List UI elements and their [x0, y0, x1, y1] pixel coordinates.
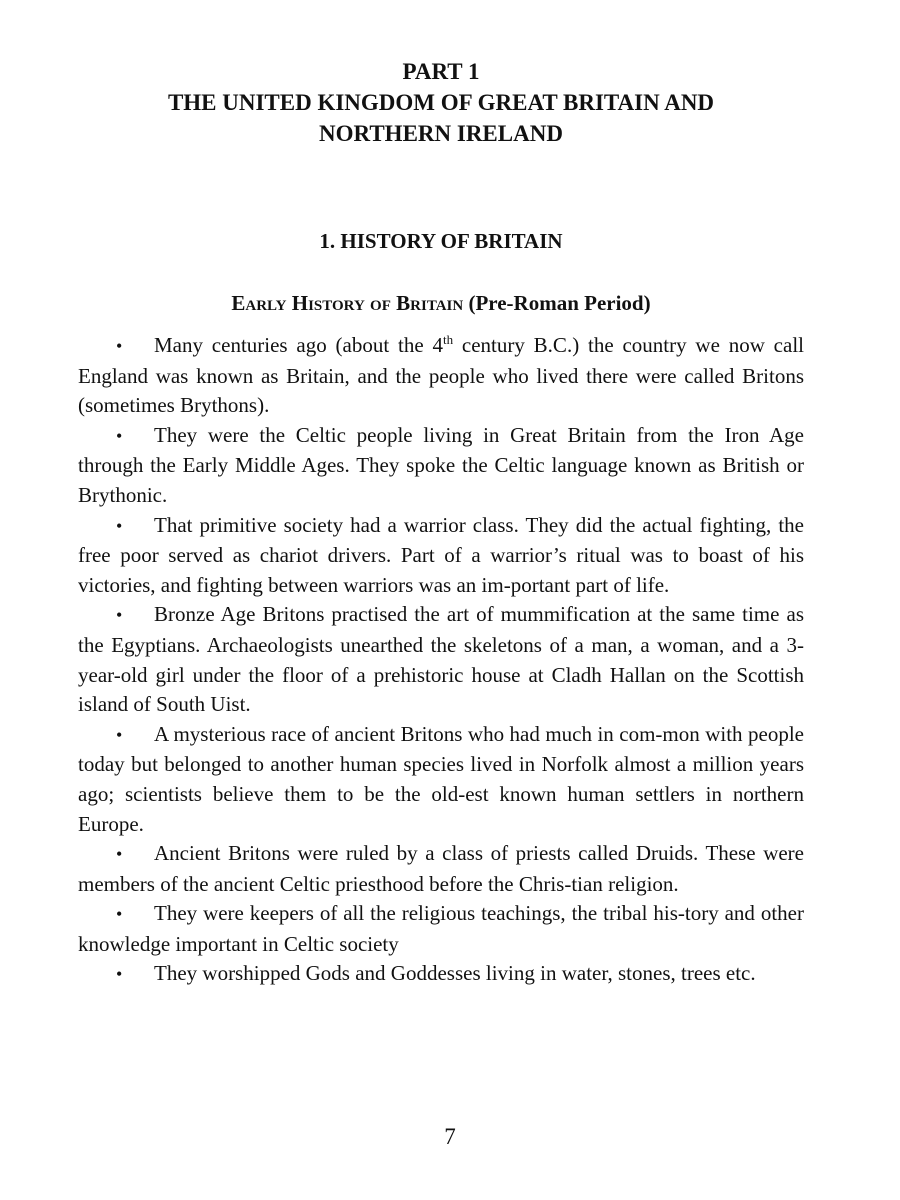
part-title-line-2: NORTHERN IRELAND [319, 121, 563, 146]
bullet-superscript: th [442, 332, 454, 347]
bullet-text-before-sup: Many centuries ago (about the 4 [154, 333, 443, 357]
bullet-item [78, 331, 804, 421]
bullet-item [78, 899, 804, 959]
bullet-text-after-sup: century B.C.) the country we now call England was known as Britain, and the people who lived there were called Britons (sometimes Brythons). [78, 333, 804, 418]
bullet-text: That primitive society had a warrior class. They did the actual fighting, the free poor served as chariot drivers. Part of a warrior’s ritual was to boast of his victories, and fighting between warriors was an im-portant part of life. [78, 512, 804, 597]
bullet-icon: • [116, 724, 123, 745]
bullet-icon: • [116, 964, 123, 985]
bullet-text: Ancient Britons were ruled by a class of priests called Druids. These were members of the ancient Celtic priesthood before the Chris-tian religion. [78, 841, 804, 896]
part-heading [78, 56, 804, 149]
section-title-smallcaps: Early History of Britain [231, 291, 464, 315]
chapter-heading: 1. HISTORY OF BRITAIN [319, 229, 563, 253]
section-heading [78, 289, 804, 317]
bullet-item [78, 511, 804, 601]
bullet-item [78, 421, 804, 511]
part-title-line-1: THE UNITED KINGDOM OF GREAT BRITAIN AND [167, 90, 715, 115]
bullet-item [78, 959, 804, 990]
book-page [78, 56, 804, 990]
bullet-text: They were keepers of all the religious teachings, the tribal his-tory and other knowledge important in Celtic society [78, 901, 804, 956]
bullet-icon: • [116, 605, 123, 626]
bullet-list [78, 331, 804, 990]
bullet-icon: • [116, 904, 123, 925]
bullet-icon: • [116, 515, 123, 536]
bullet-text: A mysterious race of ancient Britons who had much in com-mon with people today but belonged to another human species lived in Norfolk almost a million years ago; scientists believe them to be the old-est known human settlers in northern Europe. [78, 721, 804, 836]
bullet-icon: • [116, 336, 123, 356]
section-title-suffix: (Pre-Roman Period) [463, 291, 651, 315]
page-number: 7 [444, 1124, 456, 1149]
bullet-item [78, 839, 804, 899]
bullet-icon: • [116, 425, 123, 446]
bullet-item [78, 720, 804, 839]
bullet-text: Bronze Age Britons practised the art of mummification at the same time as the Egyptians. Archaeologists unearthed the skeletons of a man, a woman, and a 3-year-old girl under the floor of a prehistoric house at Cladh Hallan on the Scottish island of South Uist. [78, 602, 804, 717]
bullet-icon: • [116, 844, 123, 865]
bullet-item [78, 600, 804, 719]
part-number: PART 1 [402, 59, 480, 84]
bullet-text: They worshipped Gods and Goddesses living in water, stones, trees etc. [154, 961, 756, 986]
bullet-text: They were the Celtic people living in Great Britain from the Iron Age through the Early Middle Ages. They spoke the Celtic language known as British or Brythonic. [78, 422, 804, 507]
